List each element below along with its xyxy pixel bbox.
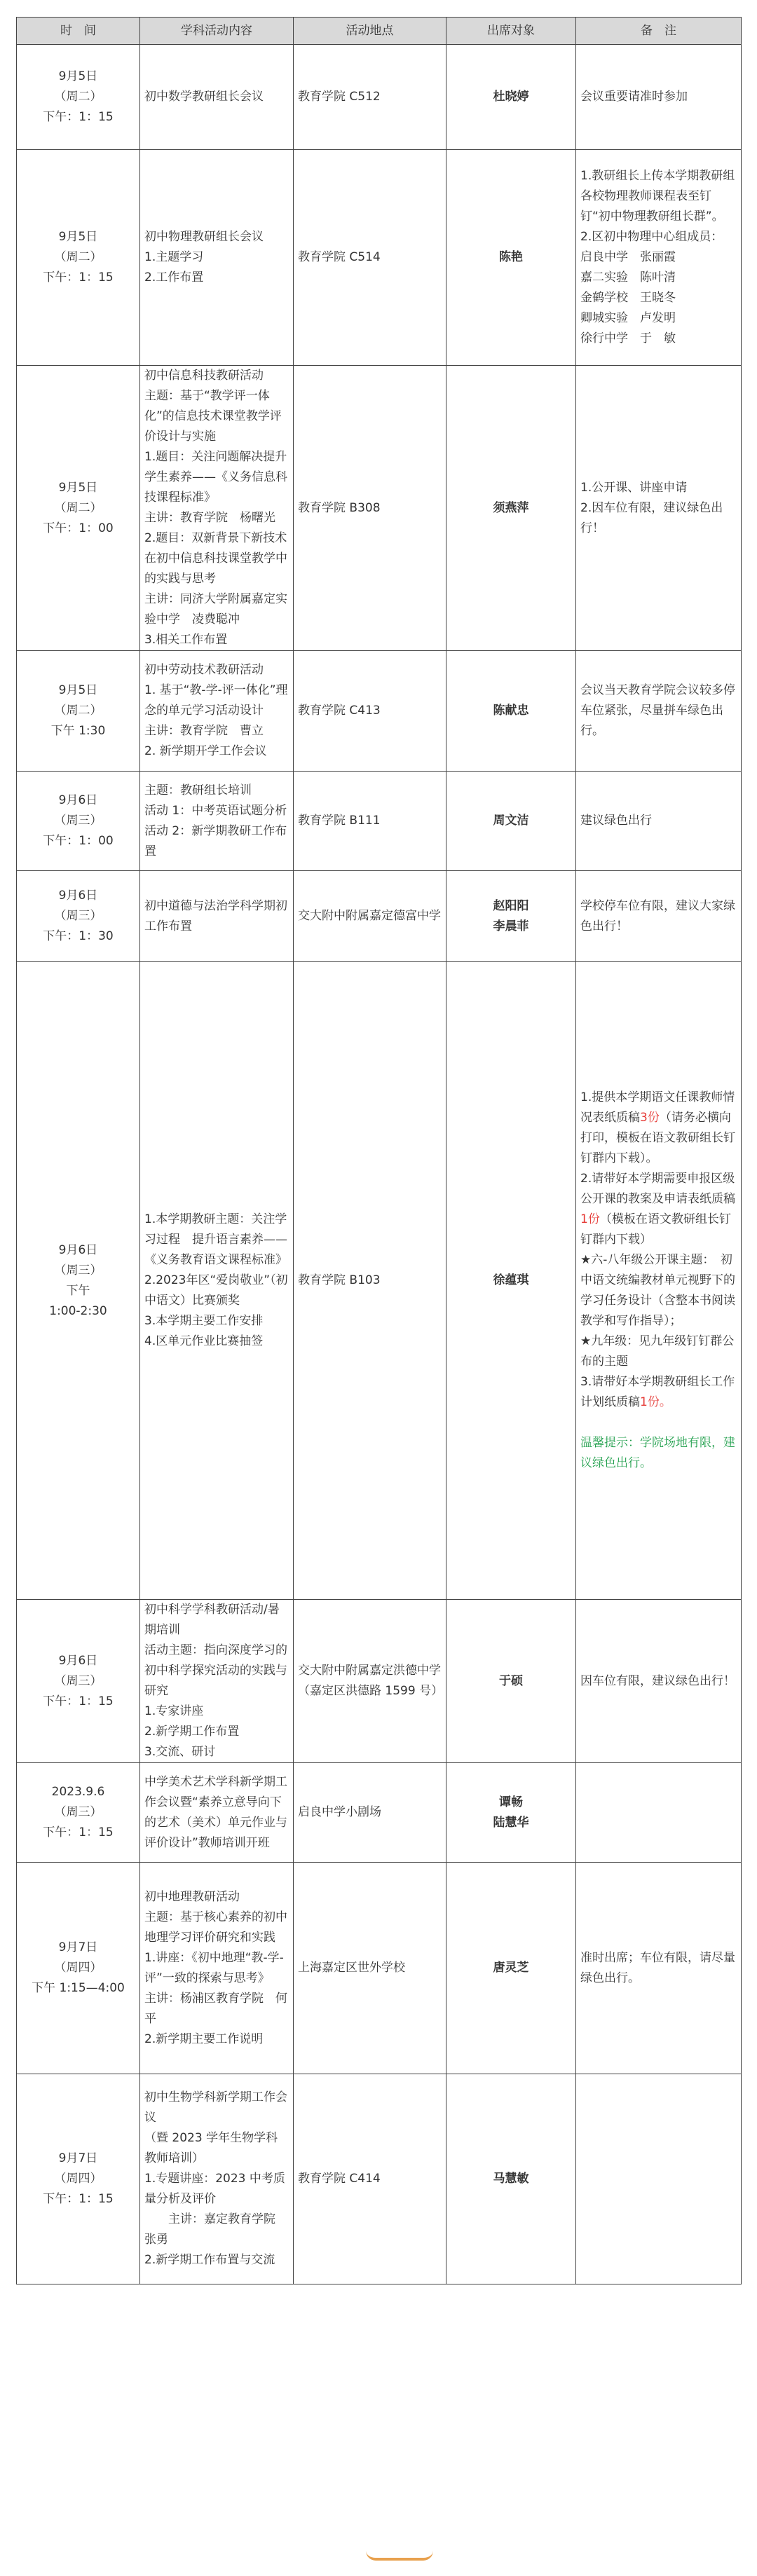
content-line: 初中科学学科教研活动/暑期培训 bbox=[144, 1603, 280, 1637]
time-line: （周二） bbox=[54, 90, 102, 104]
time-cell bbox=[17, 2074, 140, 2284]
place-line: （嘉定区洪德路 1599 号） bbox=[298, 1684, 444, 1698]
time-line: 1:00-2:30 bbox=[49, 1303, 107, 1318]
note-fragment: 1.提供本学期语文任课教师情况表纸质稿 bbox=[580, 1090, 735, 1125]
time-line: 下午：1：15 bbox=[43, 270, 114, 285]
time-line: 下午：1：00 bbox=[43, 521, 114, 535]
place-line: 教育学院 B103 bbox=[298, 1273, 381, 1287]
table-row bbox=[17, 651, 742, 772]
place-cell bbox=[294, 651, 446, 772]
place-cell bbox=[294, 1763, 446, 1863]
content-line: 活动 2：新学期教研工作布置 bbox=[144, 823, 287, 858]
time-cell bbox=[17, 651, 140, 772]
time-cell bbox=[17, 366, 140, 651]
time-cell bbox=[17, 1763, 140, 1863]
note-line: 学校停车位有限，建议大家绿色出行！ bbox=[580, 898, 735, 933]
time-line: 9月5日 bbox=[58, 480, 98, 495]
table-row bbox=[17, 366, 742, 651]
note-fragment: ★九年级：见九年级钉钉群公布的主题 bbox=[580, 1334, 735, 1369]
time-line: （周二） bbox=[54, 250, 102, 264]
attendee-cell bbox=[446, 45, 576, 150]
content-line: 2. 新学期开学工作会议 bbox=[144, 744, 267, 758]
content-line: 初中劳动技术教研活动 bbox=[144, 663, 264, 677]
content-line: 初中物理教研组长会议 bbox=[144, 230, 264, 244]
content-line: 1.题目：关注问题解决提升学生素养——《义务信息科技课程标准》 bbox=[144, 450, 287, 505]
attendee-name: 徐蕴琪 bbox=[493, 1273, 529, 1287]
content-line: 主题：基于“教学评一体化”的信息技术课堂教学评价设计与实施 bbox=[144, 389, 282, 444]
content-cell bbox=[140, 2074, 294, 2284]
time-line: 9月7日 bbox=[58, 1940, 98, 1954]
place-cell bbox=[294, 772, 446, 871]
place-line: 交大附中附属嘉定洪德中学 bbox=[298, 1664, 441, 1678]
table-row bbox=[17, 962, 742, 1600]
content-line: 2.题目：双新背景下新技术在初中信息科技课堂教学中的实践与思考 bbox=[144, 531, 287, 586]
place-line: 教育学院 C512 bbox=[298, 90, 381, 104]
note-cell bbox=[576, 1600, 742, 1763]
note-spacer bbox=[580, 1413, 737, 1433]
note-cell bbox=[576, 2074, 742, 2284]
header-place: 活动地点 bbox=[294, 18, 446, 45]
place-cell bbox=[294, 366, 446, 651]
time-line: （周四） bbox=[54, 2172, 102, 2186]
time-cell bbox=[17, 772, 140, 871]
note-cell bbox=[576, 1863, 742, 2074]
attendee-name: 陈艳 bbox=[499, 250, 523, 264]
time-line: （周三） bbox=[54, 814, 102, 828]
time-line: 下午：1：15 bbox=[43, 2192, 114, 2206]
place-line: 教育学院 B308 bbox=[298, 500, 381, 515]
place-cell bbox=[294, 45, 446, 150]
time-line: （周三） bbox=[54, 1673, 102, 1688]
time-line: （周四） bbox=[54, 1961, 102, 1975]
attendee-name: 李晨菲 bbox=[493, 919, 529, 933]
content-line: 初中道德与法治学科学期初工作布置 bbox=[144, 898, 287, 933]
content-line: 2.新学期工作布置与交流 bbox=[144, 2253, 275, 2267]
note-fragment: ★六-八年级公开课主题： 初中语文统编教材单元视野下的学习任务设计（含整本书阅读教学和写作指导）； bbox=[580, 1253, 735, 1328]
content-cell bbox=[140, 772, 294, 871]
time-line: 下午：1：15 bbox=[43, 110, 114, 124]
content-line: 主讲：同济大学附属嘉定实验中学 凌费聪冲 bbox=[144, 592, 287, 626]
time-cell bbox=[17, 150, 140, 366]
table-row bbox=[17, 772, 742, 871]
place-cell bbox=[294, 1600, 446, 1763]
attendee-cell bbox=[446, 962, 576, 1600]
place-line: 教育学院 C414 bbox=[298, 2172, 381, 2186]
note-line: 2.因车位有限，建议绿色出行！ bbox=[580, 500, 723, 535]
content-line: 1.主题学习 bbox=[144, 250, 204, 264]
content-cell bbox=[140, 366, 294, 651]
content-line: 初中生物学科新学期工作会议 bbox=[144, 2090, 287, 2125]
content-line: 1.本学期教研主题：关注学习过程 提升语言素养——《义务教育语文课程标准》 bbox=[144, 1212, 287, 1267]
content-cell bbox=[140, 651, 294, 772]
note-cell bbox=[576, 1763, 742, 1863]
attendee-name: 于硕 bbox=[499, 1673, 523, 1688]
content-cell bbox=[140, 150, 294, 366]
content-line: 中学美术艺术学科新学期工作会议暨“素养立意导向下的艺术（美术）单元作业与评价设计”教师培训开班 bbox=[144, 1774, 287, 1850]
content-line: 主讲：嘉定教育学院 张勇 bbox=[144, 2212, 287, 2247]
content-line: 活动主题：指向深度学习的初中科学探究活动的实践与研究 bbox=[144, 1643, 287, 1698]
content-line: 3.相关工作布置 bbox=[144, 633, 228, 647]
table-row bbox=[17, 1763, 742, 1863]
note-cell bbox=[576, 45, 742, 150]
attendee-cell bbox=[446, 150, 576, 366]
note-line: 1.教研组长上传本学期教研组各校物理教师课程表至钉钉“初中物理教研组长群”。 bbox=[580, 169, 735, 224]
attendee-cell bbox=[446, 366, 576, 651]
note-line: 1.公开课、讲座申请 bbox=[580, 480, 688, 495]
note-cell bbox=[576, 150, 742, 366]
place-line: 交大附中附属嘉定德富中学 bbox=[298, 909, 441, 923]
time-line: 2023.9.6 bbox=[51, 1785, 105, 1799]
attendee-name: 须燕萍 bbox=[493, 500, 529, 515]
time-line: 下午：1：15 bbox=[43, 1694, 114, 1708]
note-fragment-red: 1份 bbox=[580, 1212, 600, 1226]
note-line: 徐行中学 于 敏 bbox=[580, 331, 676, 345]
attendee-name: 陆慧华 bbox=[493, 1815, 529, 1830]
table-row bbox=[17, 1600, 742, 1763]
note-line: 会议当天教育学院会议较多停车位紧张，尽量拼车绿色出行。 bbox=[580, 683, 735, 738]
place-line: 教育学院 C413 bbox=[298, 704, 381, 718]
decorative-underline-mark bbox=[366, 2551, 433, 2561]
time-line: 9月6日 bbox=[58, 793, 98, 807]
time-line: （周三） bbox=[54, 909, 102, 923]
note-line: 因车位有限，建议绿色出行！ bbox=[580, 1673, 735, 1688]
place-cell bbox=[294, 150, 446, 366]
attendee-name: 谭畅 bbox=[499, 1795, 523, 1809]
content-line: 主讲：教育学院 曹立 bbox=[144, 724, 264, 738]
header-attendee: 出席对象 bbox=[446, 18, 576, 45]
note-fragment: 3.请带好本学期教研组长工作计划纸质稿 bbox=[580, 1375, 735, 1409]
place-cell bbox=[294, 1863, 446, 2074]
content-cell bbox=[140, 45, 294, 150]
content-line: 1.专题讲座：2023 中考质量分析及评价 bbox=[144, 2172, 285, 2206]
note-fragment: （请务必横向打印，模板在语文教研组长钉钉群内下载）。 bbox=[580, 1111, 735, 1165]
content-line: 1.专家讲座 bbox=[144, 1704, 204, 1718]
note-cell bbox=[576, 772, 742, 871]
note-fragment: （模板在语文教研组长钉钉群内下载） bbox=[580, 1212, 731, 1247]
attendee-name: 陈献忠 bbox=[493, 704, 529, 718]
time-line: （周二） bbox=[54, 500, 102, 515]
table-row bbox=[17, 150, 742, 366]
content-line: 3.交流、研讨 bbox=[144, 1745, 216, 1759]
time-line: 9月7日 bbox=[58, 2151, 98, 2165]
note-line: 2.区初中物理中心组成员： bbox=[580, 230, 723, 244]
table-row bbox=[17, 2074, 742, 2284]
note-cell bbox=[576, 366, 742, 651]
attendee-cell bbox=[446, 2074, 576, 2284]
note-fragment-green: 温馨提示：学院场地有限，建议绿色出行。 bbox=[580, 1436, 735, 1470]
time-line: 下午 bbox=[66, 1283, 90, 1298]
content-line: 1. 基于“教-学-评一体化”理念的单元学习活动设计 bbox=[144, 683, 288, 718]
place-cell bbox=[294, 871, 446, 962]
table-row bbox=[17, 45, 742, 150]
place-line: 上海嘉定区世外学校 bbox=[298, 1961, 405, 1975]
content-cell bbox=[140, 871, 294, 962]
content-line: 初中地理教研活动 bbox=[144, 1889, 240, 1904]
content-line: （暨 2023 学年生物学科教师培训） bbox=[144, 2131, 278, 2165]
attendee-name: 赵阳阳 bbox=[493, 898, 529, 913]
attendee-cell bbox=[446, 1763, 576, 1863]
note-rich-text bbox=[580, 1088, 737, 1474]
content-line: 主题：教研组长培训 bbox=[144, 783, 252, 797]
content-line: 主讲：杨浦区教育学院 何平 bbox=[144, 1991, 287, 2026]
content-line: 4.区单元作业比赛抽签 bbox=[144, 1334, 264, 1348]
time-cell bbox=[17, 45, 140, 150]
note-cell bbox=[576, 871, 742, 962]
content-line: 2.2023年区“爱岗敬业”（初中语文）比赛颁奖 bbox=[144, 1273, 288, 1308]
note-fragment-red: 1份。 bbox=[640, 1395, 671, 1409]
note-line: 嘉二实验 陈叶清 bbox=[580, 270, 676, 285]
header-time: 时 间 bbox=[17, 18, 140, 45]
time-cell bbox=[17, 871, 140, 962]
time-line: 下午：1：30 bbox=[43, 929, 114, 943]
content-line: 活动 1：中考英语试题分析 bbox=[144, 803, 287, 818]
note-cell bbox=[576, 651, 742, 772]
time-line: 9月6日 bbox=[58, 889, 98, 903]
content-cell bbox=[140, 1600, 294, 1763]
time-line: 9月6日 bbox=[58, 1242, 98, 1257]
content-line: 1.讲座：《初中地理“教-学-评”一致的探索与思考》 bbox=[144, 1950, 284, 1985]
attendee-cell bbox=[446, 772, 576, 871]
content-line: 主讲：教育学院 杨曙光 bbox=[144, 511, 275, 525]
content-line: 初中信息科技教研活动 bbox=[144, 369, 264, 383]
header-content: 学科活动内容 bbox=[140, 18, 294, 45]
content-line: 初中数学教研组长会议 bbox=[144, 90, 264, 104]
time-line: 9月6日 bbox=[58, 1653, 98, 1668]
note-line: 会议重要请准时参加 bbox=[580, 90, 688, 104]
content-line: 主题：基于核心素养的初中地理学习评价研究和实践 bbox=[144, 1910, 287, 1945]
content-line: 2.新学期主要工作说明 bbox=[144, 2032, 264, 2046]
time-line: （周三） bbox=[54, 1805, 102, 1819]
table-row bbox=[17, 1863, 742, 2074]
place-line: 教育学院 C514 bbox=[298, 250, 381, 264]
content-line: 2.工作布置 bbox=[144, 270, 204, 285]
attendee-cell bbox=[446, 651, 576, 772]
attendee-cell bbox=[446, 1863, 576, 2074]
time-line: 9月5日 bbox=[58, 230, 98, 244]
attendee-cell bbox=[446, 871, 576, 962]
time-cell bbox=[17, 1600, 140, 1763]
time-cell bbox=[17, 962, 140, 1600]
note-line: 卿城实验 卢发明 bbox=[580, 311, 676, 325]
time-line: 下午 1:15—4:00 bbox=[32, 1981, 125, 1995]
place-line: 启良中学小剧场 bbox=[298, 1805, 381, 1819]
content-cell bbox=[140, 1863, 294, 2074]
place-line: 教育学院 B111 bbox=[298, 814, 381, 828]
schedule-table bbox=[16, 17, 742, 2284]
place-cell bbox=[294, 2074, 446, 2284]
content-line: 3.本学期主要工作安排 bbox=[144, 1314, 264, 1328]
attendee-cell bbox=[446, 1600, 576, 1763]
content-cell bbox=[140, 962, 294, 1600]
note-cell bbox=[576, 962, 742, 1600]
note-line: 金鹤学校 王晓冬 bbox=[580, 291, 676, 305]
time-line: （周三） bbox=[54, 1263, 102, 1277]
content-line: 2.新学期工作布置 bbox=[144, 1725, 240, 1739]
table-row bbox=[17, 871, 742, 962]
place-cell bbox=[294, 962, 446, 1600]
time-line: 下午：1：15 bbox=[43, 1825, 114, 1839]
note-fragment: 2.请带好本学期需要申报区级公开课的教案及申请表纸质稿 bbox=[580, 1172, 735, 1206]
content-cell bbox=[140, 1763, 294, 1863]
note-fragment-red: 3份 bbox=[640, 1111, 660, 1125]
time-line: 下午：1：00 bbox=[43, 834, 114, 848]
note-line: 建议绿色出行 bbox=[580, 814, 652, 828]
note-line: 准时出席；车位有限，请尽量绿色出行。 bbox=[580, 1950, 735, 1985]
header-row bbox=[17, 18, 742, 45]
attendee-name: 杜晓婷 bbox=[493, 90, 529, 104]
attendee-name: 马慧敏 bbox=[493, 2172, 529, 2186]
time-line: 9月5日 bbox=[58, 69, 98, 83]
time-line: 下午 1:30 bbox=[50, 724, 106, 738]
time-cell bbox=[17, 1863, 140, 2074]
time-line: 9月5日 bbox=[58, 683, 98, 697]
note-line: 启良中学 张丽霞 bbox=[580, 250, 676, 264]
attendee-name: 周文洁 bbox=[493, 814, 529, 828]
attendee-name: 唐灵芝 bbox=[493, 1961, 529, 1975]
time-line: （周二） bbox=[54, 704, 102, 718]
header-note: 备 注 bbox=[576, 18, 742, 45]
